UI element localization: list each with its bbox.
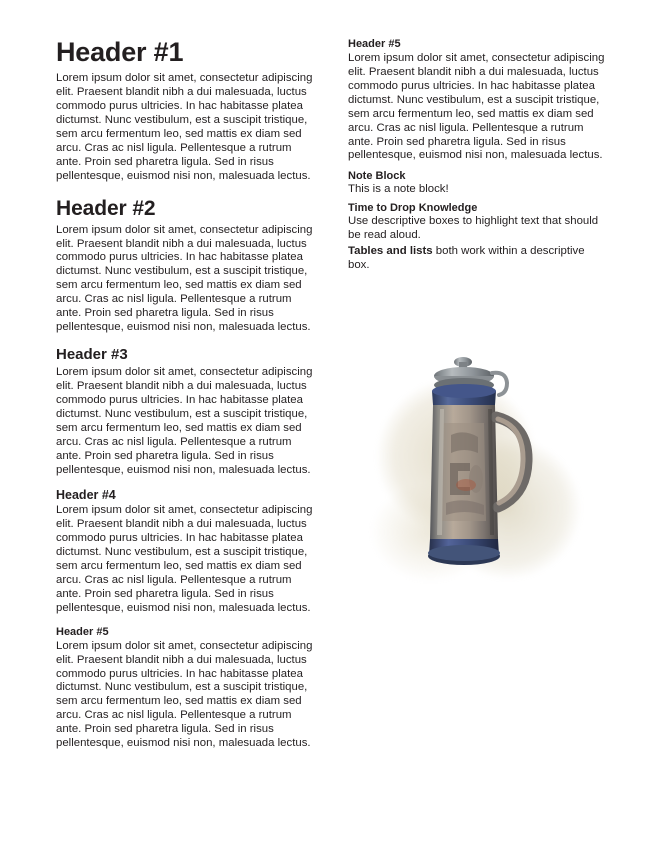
two-column-layout (56, 38, 608, 753)
paragraph-3: Lorem ipsum dolor sit amet, consectetur adipiscing elit. Praesent blandit nibh a dui malesuada, luctus commodo purus ultricies. In hac habitasse platea dictumst. Nunc vestibulum, est a suscipit tristique, sem arcu fermentum leo, sed mattis ex diam sed arcu. Cras ac nisl ligula. Pellentesque a rutrum ante. Proin sed pharetra ligula. Sed in risus pellentesque, euismod nisi non, malesuada lectus. (56, 366, 313, 476)
right-section-heading: Header #5 (348, 38, 401, 50)
section-heading-5: Header #5 (56, 625, 109, 638)
note-block-text: This is a note block! (348, 183, 449, 196)
illustration-container (348, 337, 608, 637)
callout-emphasis-line (348, 245, 608, 273)
callout-emphasis-tail: both work within a descriptive box. (348, 245, 585, 272)
section-heading-2: Header #2 (56, 196, 156, 220)
paragraph-1: Lorem ipsum dolor sit amet, consectetur adipiscing elit. Praesent blandit nibh a dui malesuada, luctus commodo purus ultricies. In hac habitasse platea dictumst. Nunc vestibulum, est a suscipit tristique, sem arcu fermentum leo, sed mattis ex diam sed arcu. Cras ac nisl ligula. Pellentesque a rutrum ante. Proin sed pharetra ligula. Sed in risus pellentesque, euismod nisi non, malesuada lectus. (56, 72, 313, 182)
beer-stein-icon (406, 343, 536, 593)
page-title: Header #1 (56, 37, 184, 67)
right-paragraph: Lorem ipsum dolor sit amet, consectetur adipiscing elit. Praesent blandit nibh a dui malesuada, luctus commodo purus ultricies. In hac habitasse platea dictumst. Nunc vestibulum, est a suscipit tristique, sem arcu fermentum leo, sed mattis ex diam sed arcu. Cras ac nisl ligula. Pellentesque a rutrum ante. Proin sed pharetra ligula. Sed in risus pellentesque, euismod nisi non, malesuada lectus. (348, 52, 605, 162)
callout-title: Time to Drop Knowledge (348, 202, 478, 215)
paragraph-4: Lorem ipsum dolor sit amet, consectetur adipiscing elit. Praesent blandit nibh a dui malesuada, luctus commodo purus ultricies. In hac habitasse platea dictumst. Nunc vestibulum, est a suscipit tristique, sem arcu fermentum leo, sed mattis ex diam sed arcu. Cras ac nisl ligula. Pellentesque a rutrum ante. Proin sed pharetra ligula. Sed in risus pellentesque, euismod nisi non, malesuada lectus. (56, 504, 313, 614)
section-heading-4: Header #4 (56, 487, 116, 502)
section-heading-3: Header #3 (56, 345, 128, 363)
callout-text: Use descriptive boxes to highlight text that should be read aloud. (348, 215, 599, 242)
paragraph-5: Lorem ipsum dolor sit amet, consectetur adipiscing elit. Praesent blandit nibh a dui malesuada, luctus commodo purus ultricies. In hac habitasse platea dictumst. Nunc vestibulum, est a suscipit tristique, sem arcu fermentum leo, sed mattis ex diam sed arcu. Cras ac nisl ligula. Pellentesque a rutrum ante. Proin sed pharetra ligula. Sed in risus pellentesque, euismod nisi non, malesuada lectus. (56, 639, 313, 750)
left-column (56, 38, 316, 753)
paragraph-2: Lorem ipsum dolor sit amet, consectetur adipiscing elit. Praesent blandit nibh a dui malesuada, luctus commodo purus ultricies. In hac habitasse platea dictumst. Nunc vestibulum, est a suscipit tristique, sem arcu fermentum leo, sed mattis ex diam sed arcu. Cras ac nisl ligula. Pellentesque a rutrum ante. Proin sed pharetra ligula. Sed in risus pellentesque, euismod nisi non, malesuada lectus. (56, 223, 313, 333)
right-column (348, 38, 608, 637)
callout-emphasis: Tables and lists (348, 245, 433, 258)
note-block-title: Note Block (348, 170, 406, 183)
